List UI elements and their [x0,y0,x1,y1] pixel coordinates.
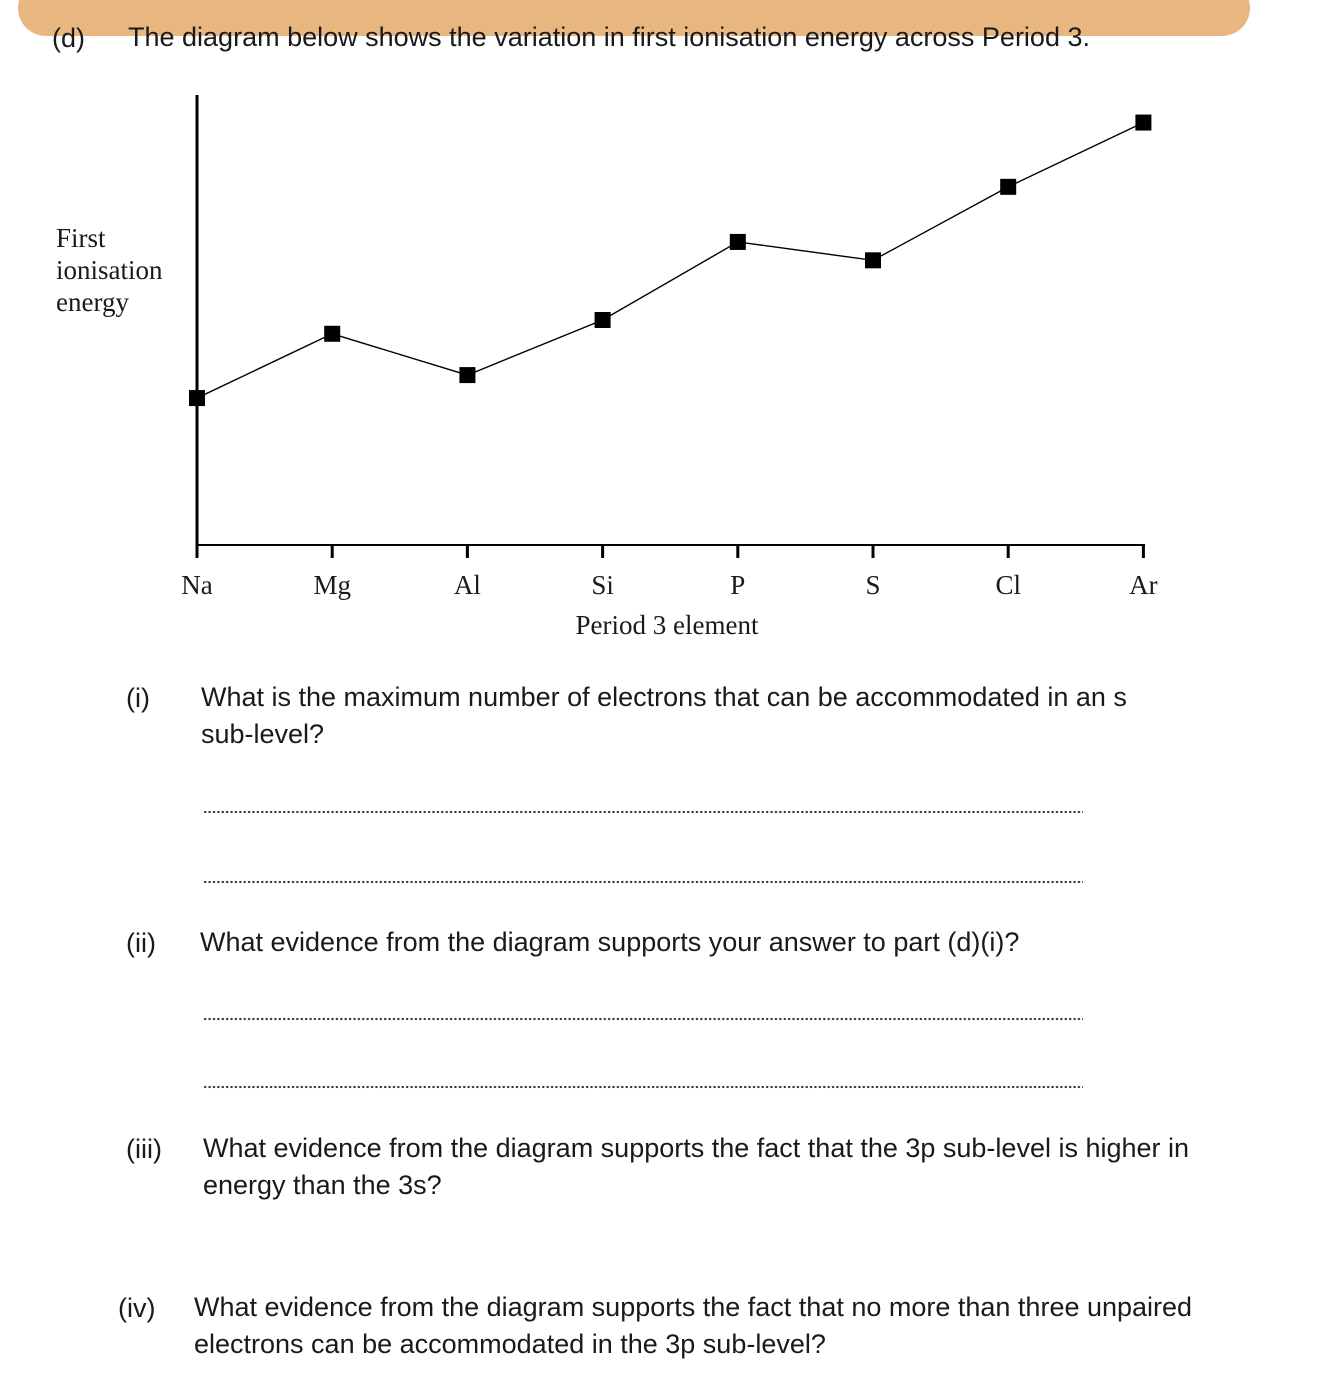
answer-line[interactable] [203,1085,1083,1089]
question-label: (iii) [126,1134,162,1164]
data-point-marker [595,312,611,328]
question-label: (ii) [126,928,156,958]
answer-line[interactable] [203,810,1083,814]
x-tick-label: Na [181,570,213,600]
question-line: What evidence from the diagram supports the fact that the 3p sub-level is higher in [203,1133,1190,1163]
question-line: sub-level? [201,719,325,749]
y-axis-label-line: First [56,223,106,253]
x-tick-label: P [730,570,746,600]
data-point-marker [1000,179,1016,195]
x-tick-label: Mg [313,570,351,600]
x-axis-title: Period 3 element [575,610,759,640]
data-point-marker [730,234,746,250]
question-label: (iv) [118,1293,156,1323]
data-point-marker [189,390,205,406]
question-text [201,679,1127,753]
question-text [194,1289,1192,1363]
x-tick-label: Si [591,570,614,600]
x-tick-label: Al [453,570,481,600]
question-text [200,924,1019,961]
question-line: What is the maximum number of electrons that can be accommodated in an s [201,682,1127,712]
data-point-marker [324,326,340,342]
x-tick-label: Ar [1129,570,1158,600]
question-line: energy than the 3s? [203,1170,442,1200]
y-axis-label-line: energy [56,287,129,317]
x-tick-label: S [865,570,881,600]
intro-text: The diagram below shows the variation in first ionisation energy across Period 3. [128,22,1090,52]
question-line: What evidence from the diagram supports the fact that no more than three unpaired [194,1292,1193,1322]
question-line: What evidence from the diagram supports your answer to part (d)(i)? [200,927,1020,957]
question-line: electrons can be accommodated in the 3p sub-level? [194,1329,826,1359]
ionisation-energy-chart [0,0,1334,660]
data-point-marker [1135,115,1151,131]
answer-line[interactable] [203,1017,1083,1021]
data-point-marker [459,367,475,383]
x-tick-label: Cl [995,570,1021,600]
answer-line[interactable] [203,880,1083,884]
question-text [203,1130,1189,1204]
question-label: (i) [126,683,150,713]
part-label: (d) [52,23,85,53]
data-point-marker [865,252,881,268]
series-line [197,123,1143,399]
y-axis-label-line: ionisation [56,255,163,285]
